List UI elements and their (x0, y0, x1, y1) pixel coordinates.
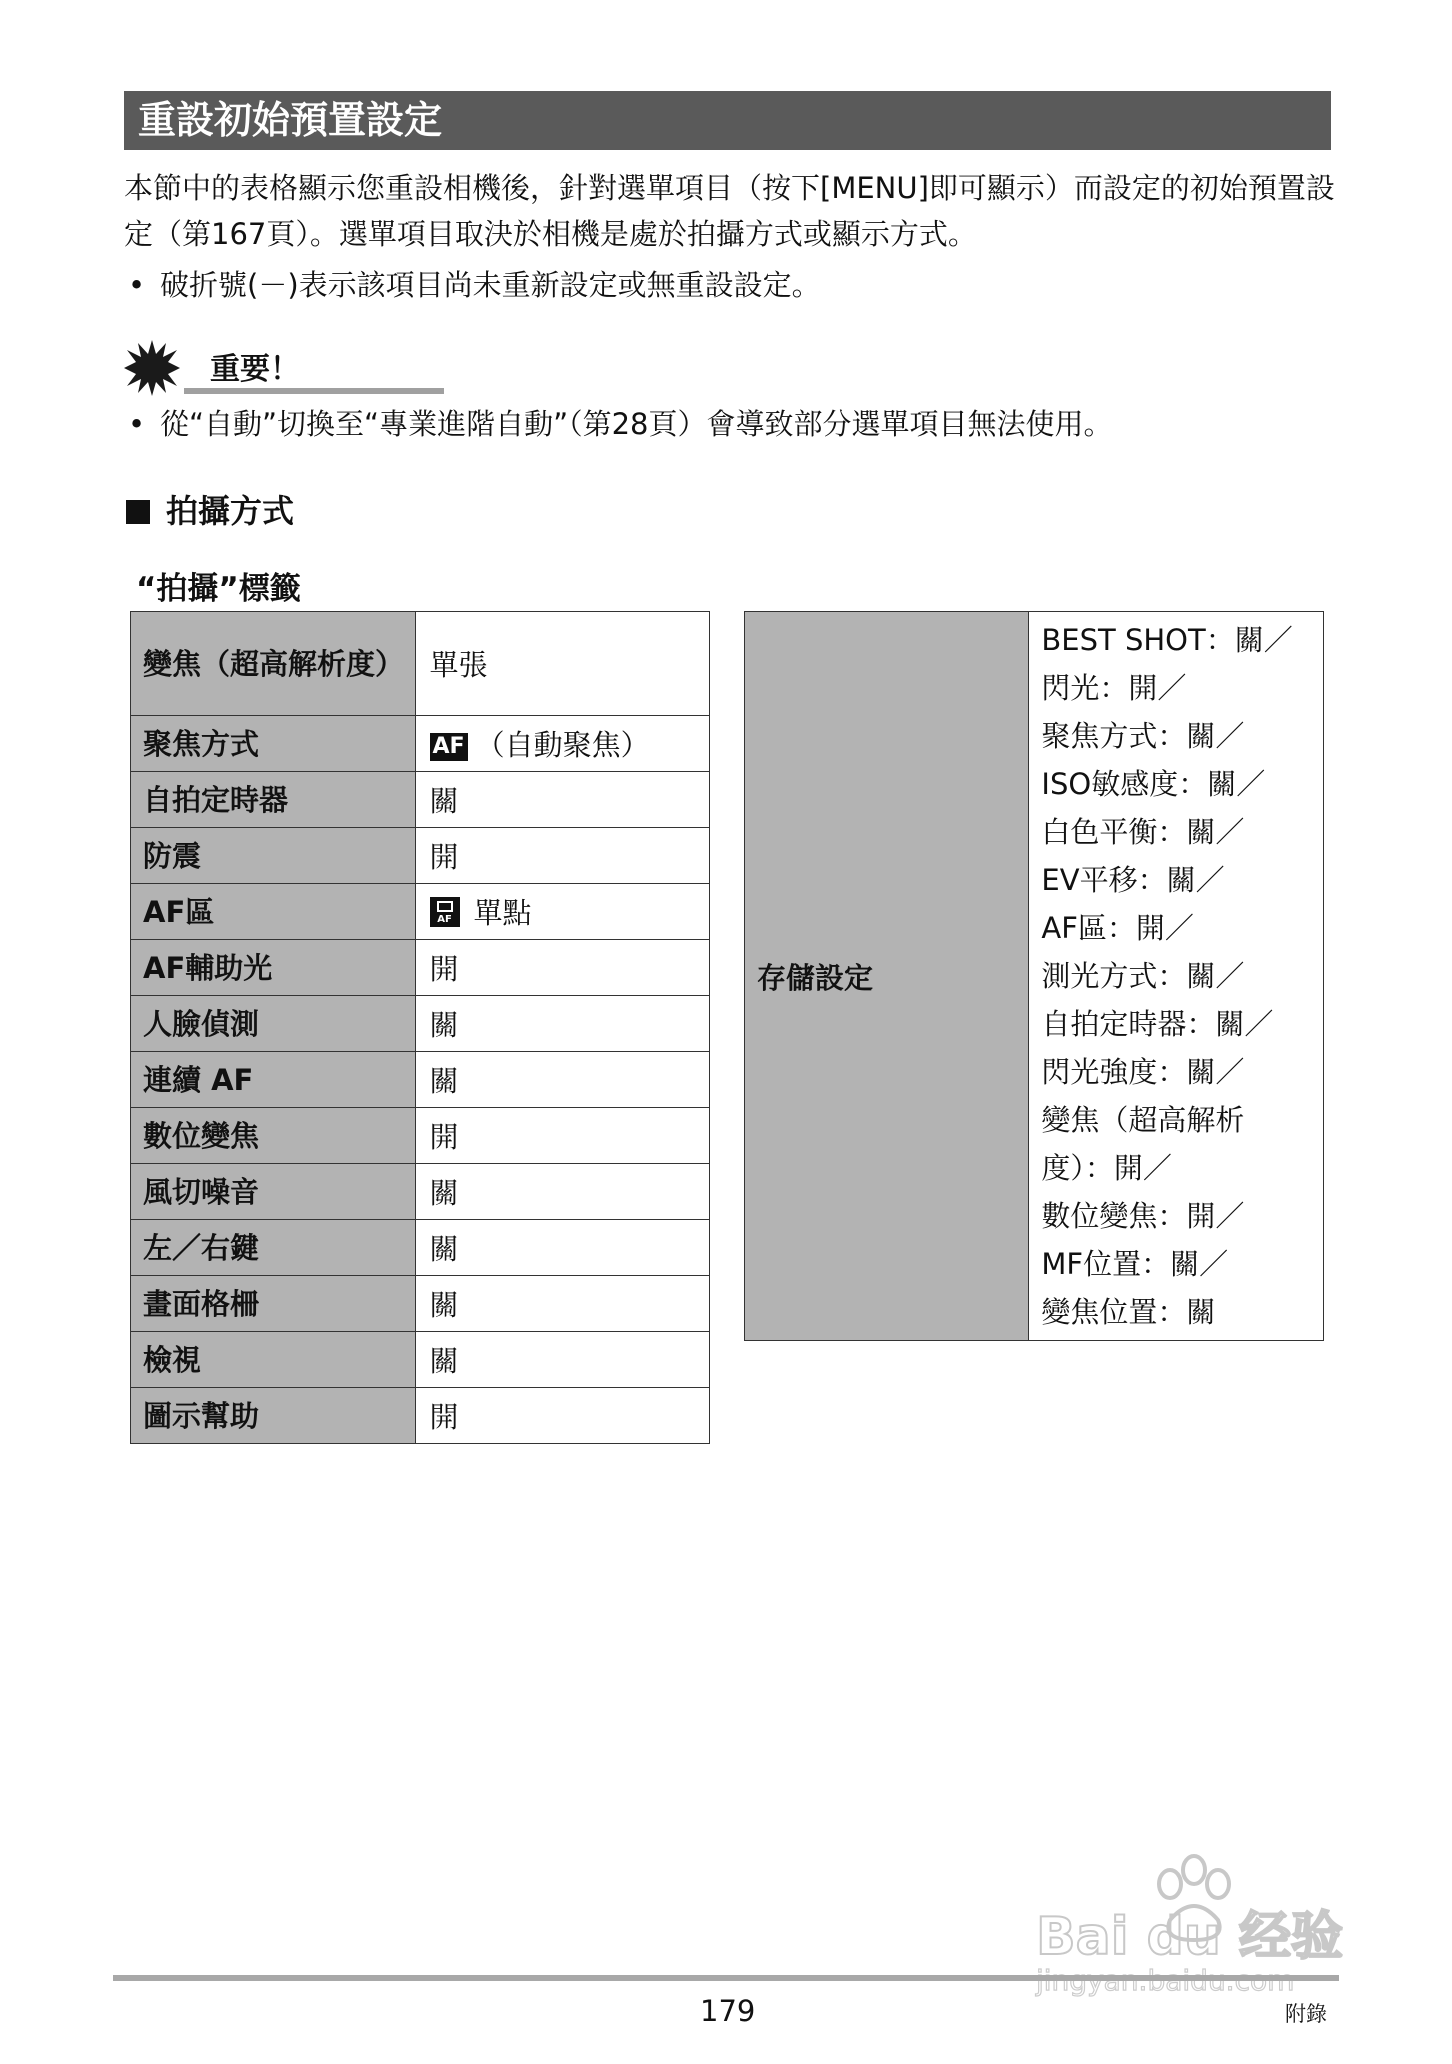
intro-bullet-text: 破折號(－)表示該項目尚未重新設定或無重設設定。 (160, 268, 821, 302)
important-bullet-text: 從“自動”切換至“專業進階自動”（第28頁）會導致部分選單項目無法使用。 (160, 407, 1113, 441)
tab-heading: “拍攝”標籤 (136, 571, 301, 607)
memory-item: BEST SHOT：關／ (1041, 623, 1293, 657)
setting-name: 圖示幫助 (131, 1388, 416, 1444)
table-row (745, 612, 1324, 1341)
burst-icon (124, 340, 180, 396)
page-number: 179 (700, 1994, 756, 2028)
setting-name: 風切噪音 (131, 1164, 416, 1220)
table-row (131, 716, 710, 772)
setting-name: 畫面格柵 (131, 1276, 416, 1332)
shooting-settings-table (130, 611, 710, 1444)
setting-name: 自拍定時器 (131, 772, 416, 828)
memory-item: 變焦位置：關 (1041, 1295, 1216, 1329)
setting-value: 單張 (415, 612, 710, 716)
table-row (131, 940, 710, 996)
memory-item: 自拍定時器：關／ (1041, 1007, 1274, 1041)
setting-name: 防震 (131, 828, 416, 884)
table-row (131, 1164, 710, 1220)
table-row (131, 1276, 710, 1332)
table-row (131, 828, 710, 884)
table-row (131, 1332, 710, 1388)
setting-name: 聚焦方式 (131, 716, 416, 772)
memory-item: EV平移：關／ (1041, 863, 1225, 897)
memory-settings-table (744, 611, 1324, 1341)
setting-name: 檢視 (131, 1332, 416, 1388)
memory-item: 聚焦方式：關／ (1041, 719, 1245, 753)
memory-item: 閃光強度：關／ (1041, 1055, 1245, 1089)
setting-value-text: 單點 (473, 896, 532, 930)
setting-value: 開 (415, 1388, 710, 1444)
setting-name: 存儲設定 (745, 612, 1029, 1341)
memory-item: 度）：開／ (1041, 1151, 1172, 1185)
memory-item: 數位變焦：開／ (1041, 1199, 1245, 1233)
table-row (131, 996, 710, 1052)
table-row (131, 1108, 710, 1164)
section-label: 附錄 (1285, 2002, 1327, 2026)
table-row (131, 1388, 710, 1444)
setting-value (415, 716, 710, 772)
important-underline (184, 388, 444, 394)
page-title: 重設初始預置設定 (124, 91, 1331, 150)
important-label: 重要！ (210, 352, 300, 387)
setting-value (1029, 612, 1324, 1341)
setting-name: AF區 (131, 884, 416, 940)
memory-item: ISO敏感度：關／ (1041, 767, 1266, 801)
table-row (131, 612, 710, 716)
square-bullet-icon (126, 500, 150, 524)
setting-value: 關 (415, 1052, 710, 1108)
watermark-brand: Bai du 经验 (1036, 1907, 1343, 1967)
setting-value (415, 884, 710, 940)
setting-value: 關 (415, 1276, 710, 1332)
memory-item: 變焦（超高解析 (1041, 1103, 1245, 1137)
memory-item: 白色平衡：關／ (1041, 815, 1245, 849)
setting-value: 開 (415, 1108, 710, 1164)
setting-value: 關 (415, 1220, 710, 1276)
footer-rule (113, 1975, 1339, 1981)
setting-name: 左／右鍵 (131, 1220, 416, 1276)
intro-bullet (128, 265, 821, 305)
setting-name: AF輔助光 (131, 940, 416, 996)
setting-value: 關 (415, 996, 710, 1052)
bullet-dot: • (128, 407, 146, 441)
af-area-icon: AF (430, 897, 460, 927)
autofocus-icon: AF (430, 733, 468, 761)
memory-item: AF區：開／ (1041, 911, 1194, 945)
table-row (131, 772, 710, 828)
setting-name: 連續 AF (131, 1052, 416, 1108)
memory-item: 閃光：開／ (1041, 671, 1187, 705)
setting-value: 開 (415, 828, 710, 884)
table-row (131, 1052, 710, 1108)
setting-name: 人臉偵測 (131, 996, 416, 1052)
setting-name: 數位變焦 (131, 1108, 416, 1164)
important-callout (124, 340, 324, 396)
memory-item: MF位置：關／ (1041, 1247, 1229, 1281)
bullet-dot: • (128, 268, 146, 302)
setting-value: 關 (415, 1332, 710, 1388)
setting-value: 開 (415, 940, 710, 996)
setting-name: 變焦（超高解析度） (131, 612, 416, 716)
intro-paragraph: 本節中的表格顯示您重設相機後，針對選單項目（按下[MENU]即可顯示）而設定的初始預置設定（第167頁）。選單項目取決於相機是處於拍攝方式或顯示方式。 (124, 171, 1335, 251)
setting-value-text: （自動聚焦） (475, 728, 650, 762)
section-title: 拍攝方式 (166, 492, 295, 530)
table-row (131, 884, 710, 940)
important-bullet (128, 404, 1113, 444)
table-row (131, 1220, 710, 1276)
memory-item: 測光方式：關／ (1041, 959, 1245, 993)
setting-value: 關 (415, 772, 710, 828)
section-heading (126, 486, 294, 532)
setting-value: 關 (415, 1164, 710, 1220)
